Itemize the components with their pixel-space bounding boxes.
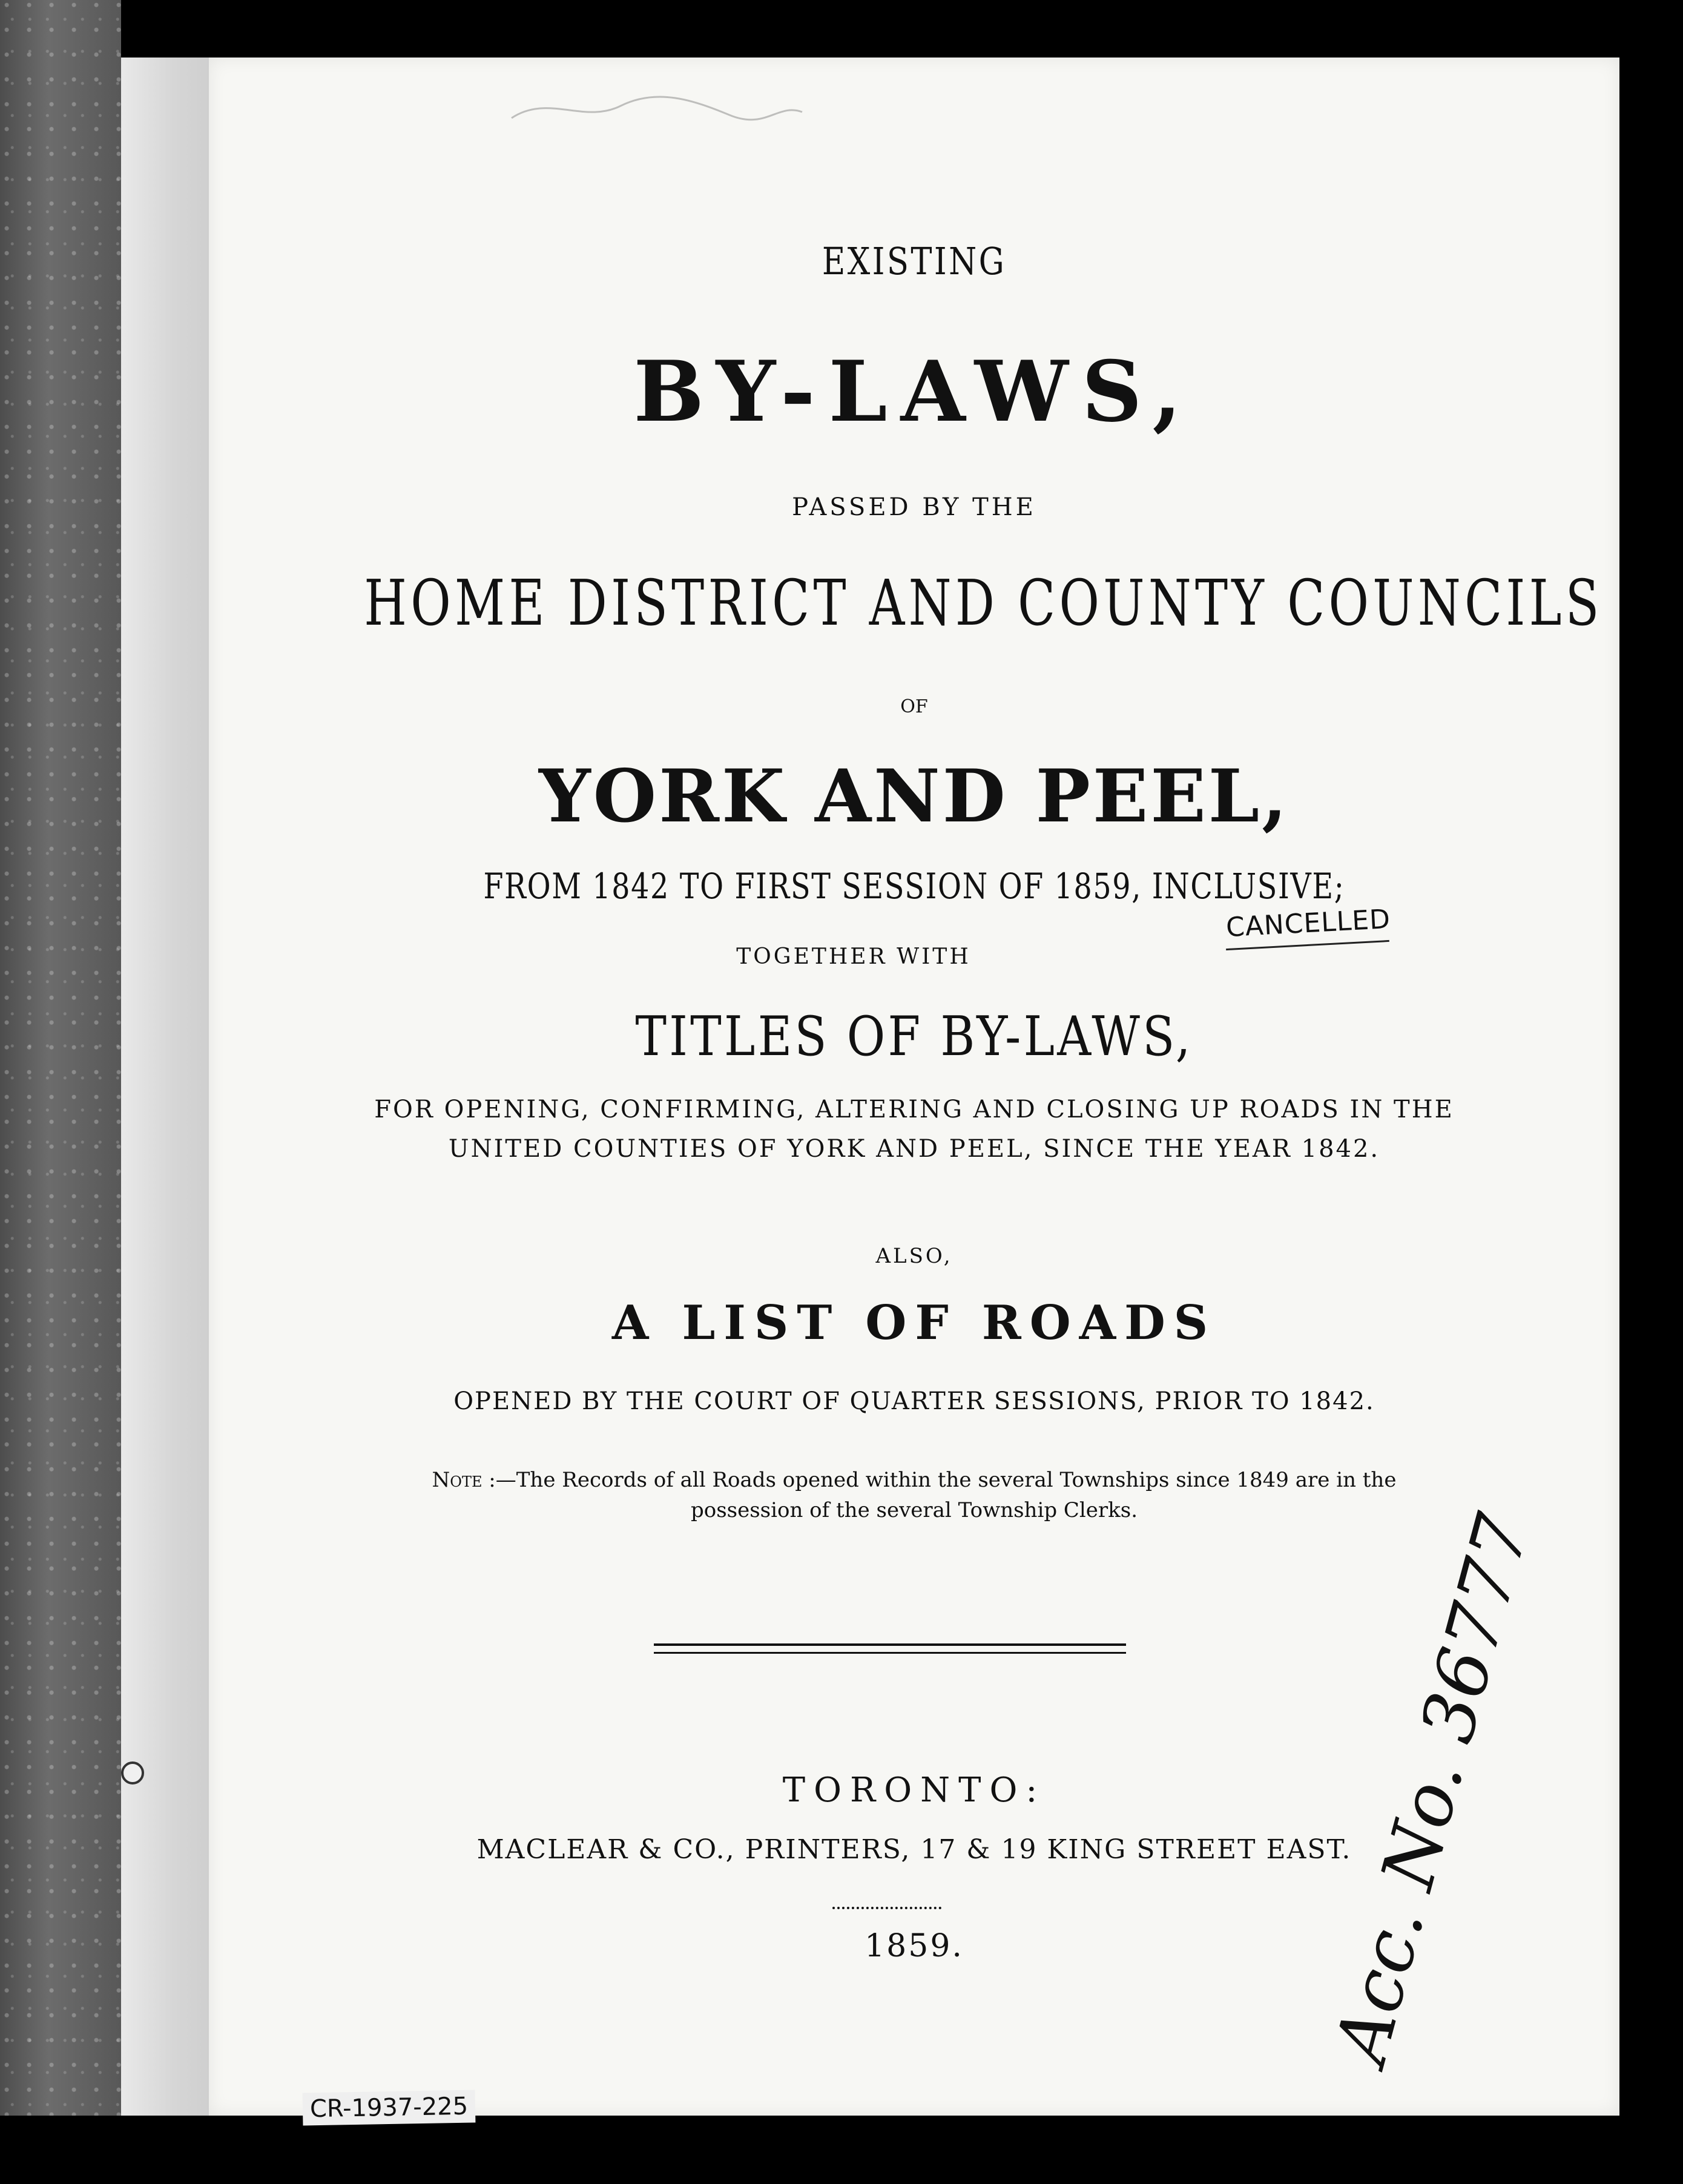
heading-bylaws: BY-LAWS,	[633, 342, 1195, 441]
heading-york-peel: YORK AND PEEL,	[539, 754, 1289, 839]
heading-list-of-roads: A LIST OF ROADS	[611, 1295, 1217, 1350]
note-label: Note :	[432, 1468, 496, 1492]
heading-existing: EXISTING	[822, 239, 1007, 283]
double-rule-divider	[654, 1643, 1126, 1654]
catalog-label: CR-1937-225	[303, 2090, 476, 2126]
scan-border-right	[1619, 0, 1683, 2184]
imprint-printer: MACLEAR & CO., PRINTERS, 17 & 19 KING STREET EAST.	[476, 1834, 1352, 1865]
accession-text: Acc. No. 36777	[1319, 1505, 1546, 2072]
dotted-divider	[832, 1907, 941, 1909]
handwritten-accession-number	[1293, 1438, 1547, 2079]
date-range-line: FROM 1842 TO FIRST SESSION OF 1859, INCLUSIVE;	[483, 866, 1345, 907]
subheading-passed: PASSED BY THE	[792, 493, 1036, 521]
description-opened: OPENED BY THE COURT OF QUARTER SESSIONS, PRIOR TO 1842.	[453, 1387, 1375, 1415]
connector-of: OF	[900, 696, 928, 717]
binding-hole	[121, 1761, 144, 1784]
binding-strip	[121, 58, 210, 2116]
heading-titles: TITLES OF BY-LAWS,	[635, 1005, 1193, 1068]
cancelled-stamp: CANCELLED	[1225, 903, 1392, 944]
imprint-city: TORONTO:	[782, 1771, 1046, 1810]
connector-together: TOGETHER WITH	[736, 944, 971, 969]
connector-also: ALSO,	[875, 1244, 953, 1268]
description-line-2: UNITED COUNTIES OF YORK AND PEEL, SINCE THE YEAR 1842.	[448, 1135, 1380, 1163]
heading-councils: HOME DISTRICT AND COUNTY COUNCILS	[364, 566, 1603, 640]
note-line-2: possession of the several Township Clerks.	[690, 1498, 1138, 1522]
scan-border-bottom	[0, 2116, 1683, 2184]
note-text-1: —The Records of all Roads opened within the several Townships since 1849 are in the	[495, 1468, 1397, 1492]
imprint-year: 1859.	[865, 1928, 964, 1964]
faint-pencil-mark	[499, 82, 814, 136]
binding-cover	[0, 0, 121, 2184]
description-line-1: FOR OPENING, CONFIRMING, ALTERING AND CLOSING UP ROADS IN THE	[374, 1096, 1454, 1123]
title-page	[209, 58, 1619, 2116]
